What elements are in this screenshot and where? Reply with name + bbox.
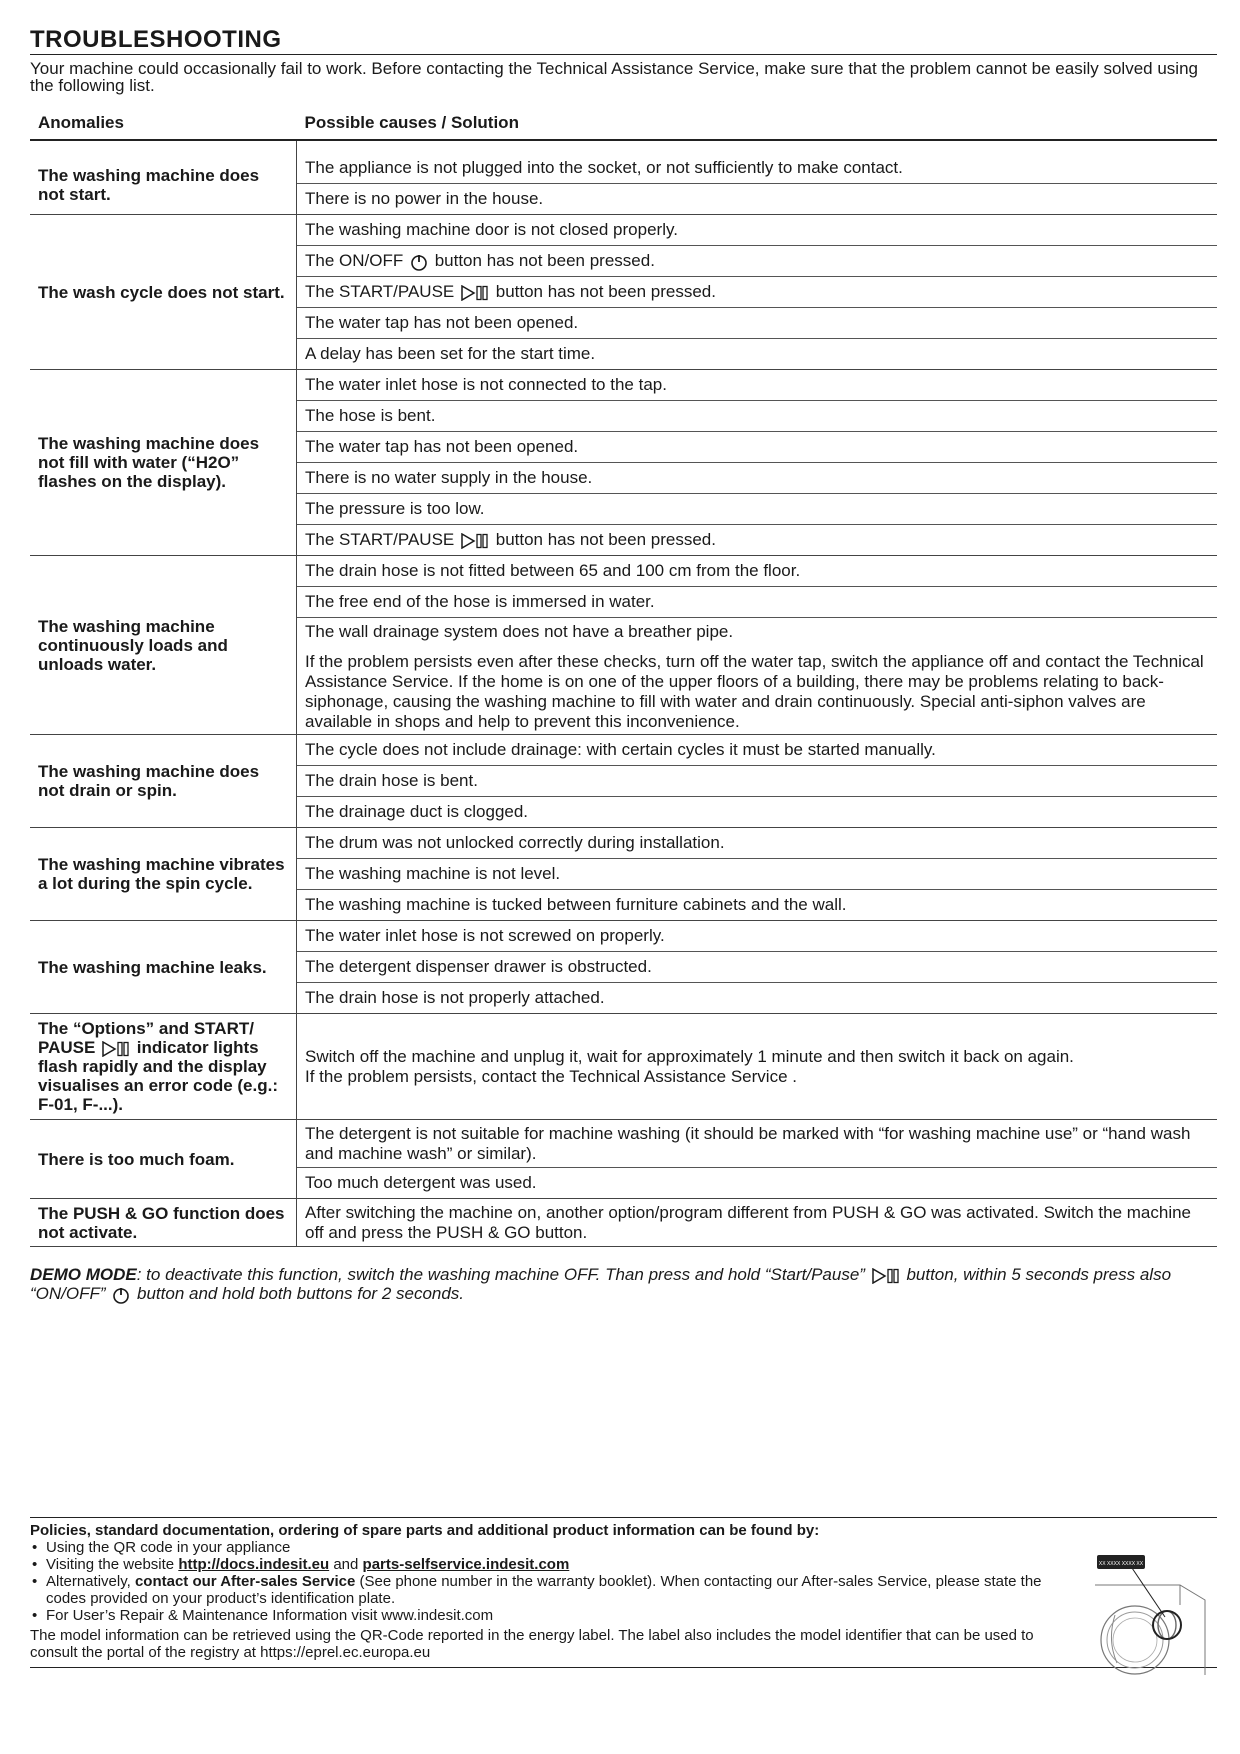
solution-cell: The washing machine door is not closed properly. [297,215,1218,246]
solution-text: button has not been pressed. [434,251,655,270]
solution-cell: The washing machine is not level. [297,859,1218,890]
solution-cell: The drain hose is not properly attached. [305,988,605,1007]
solution-cell: The washing machine is tucked between furniture cabinets and the wall. [305,895,847,914]
anomaly-cell: The washing machine does not start. [30,140,297,215]
solution-cell: The water inlet hose is not screwed on properly. [297,921,1218,952]
troubleshooting-table [30,100,1217,1247]
demo-text: : to deactivate this function, switch the washing machine OFF. Than press and hold “Start/Pause” [136,1265,865,1284]
solution-cell: The drum was not unlocked correctly during installation. [297,828,1218,859]
footer-heading: Policies, standard documentation, ordering of spare parts and additional product information can be found by: [30,1522,820,1539]
list-item-text: and [333,1556,359,1573]
row-group-vibrates [30,828,1217,921]
solution-cell: The water tap has not been opened. [297,308,1218,339]
washing-machine-illustration [1085,1545,1215,1675]
footer-list [30,1539,1056,1624]
anomaly-text: indicator lights flash rapidly and the display visualises an error code (e.g.: F-01, F-...). [38,1038,278,1114]
solution-cell [297,525,1218,556]
solution-cell [297,1014,1218,1120]
solution-cell: The free end of the hose is immersed in water. [297,587,1218,618]
row-group-cycle-not-start [30,215,1217,370]
solution-text: If the problem persists, contact the Technical Assistance Service . [305,1066,797,1086]
row-group-loads-unloads [30,556,1217,735]
header-causes: Possible causes / Solution [304,113,519,132]
power-icon [410,253,428,271]
row-group-leaks [30,921,1217,1014]
solution-cell: The water tap has not been opened. [297,432,1218,463]
demo-text: button, within 5 seconds press also “ON/OFF” [30,1265,1172,1303]
list-item-text: Alternatively, [46,1573,131,1590]
parts-link[interactable]: parts-selfservice.indesit.com [362,1556,570,1573]
solution-cell [297,277,1218,308]
solution-text: The START/PAUSE [305,282,455,301]
solution-cell: After switching the machine on, another option/program different from PUSH & GO was activated. Switch the machine off and press the PUSH & GO button. [305,1203,1192,1242]
list-item [46,1539,1056,1556]
id-label-text: XX XXXX XXXX XX [1098,1561,1144,1567]
intro-text: Your machine could occasionally fail to work. Before contacting the Technical Assistance Service, make sure that the problem cannot be easily solved using the following list. [30,59,1198,95]
solution-cell: The drain hose is not fitted between 65 and 100 cm from the floor. [297,556,1218,587]
footer-info [30,1517,1217,1668]
solution-cell [297,246,1218,277]
solution-text: button has not been pressed. [495,530,716,549]
anomaly-cell: The PUSH & GO function does not activate. [30,1199,297,1247]
row-group-no-drain [30,735,1217,828]
page-title: TROUBLESHOOTING [30,26,282,53]
list-item-text: (See phone number in the warranty booklet). When contacting our After-sales Service, please state the codes provided on your product’s identification plate. [46,1573,1042,1607]
list-item-text: Visiting the website [46,1556,175,1573]
solution-cell: The drain hose is bent. [297,766,1218,797]
play-pause-icon [102,1041,130,1057]
list-item [46,1573,1056,1607]
footer-divider [30,1667,1217,1668]
solution-cell: There is no water supply in the house. [297,463,1218,494]
list-item [46,1607,1056,1624]
solution-cell: A delay has been set for the start time. [305,344,596,363]
model-info-text: The model information can be retrieved using the QR-Code reported in the energy label. The label also includes the model identifier that can be used to consult the portal of the registry at https://eprel.ec.europa.eu [30,1627,1034,1661]
solution-cell: The water inlet hose is not connected to the tap. [297,370,1218,401]
title-divider [30,54,1217,55]
anomaly-cell: The washing machine vibrates a lot during the spin cycle. [30,828,297,921]
solution-cell: There is no power in the house. [305,189,544,208]
play-pause-icon [872,1268,900,1284]
list-item-bold: contact our After-sales Service [134,1573,356,1590]
list-item-text: For User’s Repair & Maintenance Information visit www.indesit.com [46,1607,494,1624]
list-item-text: Using the QR code in your appliance [46,1539,291,1556]
anomaly-cell: The wash cycle does not start. [30,215,297,370]
solution-text: Switch off the machine and unplug it, wait for approximately 1 minute and then switch it back on again. [305,1046,1074,1066]
row-group-foam [30,1120,1217,1199]
solution-cell: The hose is bent. [297,401,1218,432]
play-pause-icon [461,533,489,549]
solution-text: The wall drainage system does not have a breather pipe. [305,622,734,641]
header-anomalies: Anomalies [38,113,124,132]
anomaly-cell: There is too much foam. [30,1120,297,1199]
power-icon [112,1286,130,1304]
solution-cell [297,618,1218,735]
solution-cell: The appliance is not plugged into the socket, or not sufficiently to make contact. [297,140,1218,184]
row-group-error-code [30,1014,1217,1120]
demo-mode-note [30,1265,1217,1304]
solution-cell: The cycle does not include drainage: with certain cycles it must be started manually. [297,735,1218,766]
demo-label: DEMO MODE [30,1265,137,1284]
solution-cell: The pressure is too low. [297,494,1218,525]
anomaly-cell: The washing machine continuously loads and unloads water. [30,556,297,735]
row-group-no-water [30,370,1217,556]
anomaly-text: The “Options” and START/ PAUSE [38,1019,254,1057]
solution-note: If the problem persists even after these checks, turn off the water tap, switch the appliance off and contact the Technical Assistance Service. If the home is on one of the upper floors of a building, there may be problems relating to back-siphonage, causing the washing machine to fill with water and drain continuously. Special anti-siphon valves are available in shops and help to prevent this inconvenience. [305,652,1204,731]
solution-cell: Too much detergent was used. [305,1173,537,1192]
anomaly-cell: The washing machine does not drain or spin. [30,735,297,828]
solution-cell: The detergent dispenser drawer is obstructed. [297,952,1218,983]
solution-text: The ON/OFF [305,251,404,270]
demo-text: button and hold both buttons for 2 seconds. [137,1284,465,1303]
anomaly-cell [30,1014,297,1120]
anomaly-cell: The washing machine does not fill with water (“H2O” flashes on the display). [30,370,297,556]
docs-link[interactable]: http://docs.indesit.eu [178,1556,330,1573]
anomaly-cell: The washing machine leaks. [30,921,297,1014]
solution-cell: The drainage duct is clogged. [305,802,529,821]
row-group-push-go [30,1199,1217,1247]
play-pause-icon [461,285,489,301]
solution-text: button has not been pressed. [495,282,716,301]
row-group-does-not-start [30,140,1217,215]
page [30,26,1217,1304]
solution-text: The START/PAUSE [305,530,455,549]
list-item [46,1556,1056,1573]
solution-cell: The detergent is not suitable for machine washing (it should be marked with “for washing machine use” or “hand wash and machine wash” or similar). [297,1120,1218,1168]
